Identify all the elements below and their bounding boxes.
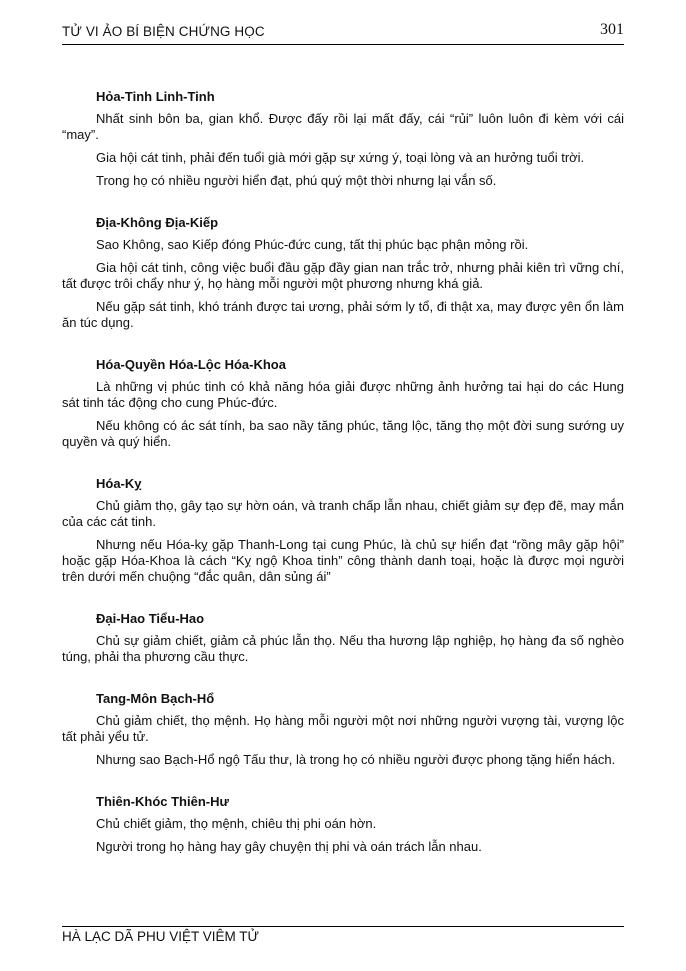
page-number: 301 <box>600 21 624 38</box>
paragraph: Sao Không, sao Kiếp đóng Phúc-đức cung, tất thị phúc bạc phận mỏng rồi. <box>96 237 529 252</box>
page-content <box>62 89 624 881</box>
section-dia-khong-dia-kiep <box>62 215 624 331</box>
paragraph: Chủ chiết giảm, thọ mệnh, chiêu thị phi oán hờn. <box>96 816 377 831</box>
section-hoa-quyen-hoa-loc-hoa-khoa <box>62 357 624 450</box>
paragraph: Trong họ có nhiều người hiển đạt, phú quý một thời nhưng lại vắn số. <box>96 173 497 188</box>
paragraph: Chủ giảm thọ, gây tạo sự hờn oán, và tranh chấp lẫn nhau, chiết giảm sự đẹp đẽ, may mắn của các cát tinh. <box>62 498 624 529</box>
section-title: Hỏa-Tinh Linh-Tinh <box>96 89 215 104</box>
paragraph: Gia hội cát tinh, công việc buổi đầu gặp đầy gian nan trắc trở, nhưng phải kiên trì vững chí, tất được trôi chẩy như ý, họ hàng mỗi người một phương nhưng khá giả. <box>62 260 624 291</box>
paragraph: Nhất sinh bôn ba, gian khổ. Được đấy rồi lại mất đấy, cái “rủi” luôn luôn đi kèm với cái “may”. <box>62 111 624 142</box>
section-hoa-tinh-linh-tinh <box>62 89 624 189</box>
section-title: Hóa-Quyền Hóa-Lộc Hóa-Khoa <box>96 357 286 372</box>
section-tang-mon-bach-ho <box>62 691 624 768</box>
section-dai-hao-tieu-hao <box>62 611 624 665</box>
paragraph: Người trong họ hàng hay gây chuyện thị phi và oán trách lẫn nhau. <box>96 839 482 854</box>
paragraph: Nếu gặp sát tinh, khó tránh được tai ương, phải sớm ly tổ, đi thật xa, may được yên ổn làm ăn túc dụng. <box>62 299 624 330</box>
paragraph: Là những vị phúc tinh có khả năng hóa giải được những ảnh hưởng tai hại do các Hung sát tinh tác động cho cung Phúc-đức. <box>62 379 624 410</box>
paragraph: Nếu không có ác sát tính, ba sao nầy tăng phúc, tăng lộc, tăng thọ một đời sung sướng uy quyền và quý hiển. <box>62 418 624 449</box>
page-footer <box>62 926 624 944</box>
page-header <box>62 22 624 45</box>
paragraph: Gia hội cát tinh, phải đến tuổi già mới gặp sự xứng ý, toại lòng và an hưởng tuổi trời. <box>96 150 585 165</box>
section-thien-khoc-thien-hu <box>62 794 624 855</box>
section-title: Hóa-Kỵ <box>96 476 142 491</box>
paragraph: Nhưng nếu Hóa-kỵ gặp Thanh-Long tại cung Phúc, là chủ sự hiển đạt “rồng mây gặp hội” hoặc gặp Hóa-Khoa là cách “Kỵ ngộ Khoa tinh” công thành danh toại, hoặc là được mọi người trên dưới mến chuộng “đắc quân, dân sủng ái” <box>62 537 624 584</box>
paragraph: Chủ sự giảm chiết, giảm cả phúc lẫn thọ. Nếu tha hương lập nghiệp, họ hàng đa số nghèo túng, phải tha phương cầu thực. <box>62 633 624 664</box>
section-title: Địa-Không Địa-Kiếp <box>96 215 219 230</box>
header-title: TỬ VI ẢO BÍ BIỆN CHỨNG HỌC <box>62 24 265 39</box>
section-title: Tang-Môn Bạch-Hổ <box>96 691 215 706</box>
paragraph: Nhưng sao Bạch-Hổ ngộ Tấu thư, là trong họ có nhiều người được phong tặng hiển hách. <box>96 752 616 767</box>
section-hoa-ky <box>62 476 624 585</box>
footer-text: HÀ LẠC DÃ PHU VIỆT VIÊM TỬ <box>62 929 260 944</box>
section-title: Thiên-Khóc Thiên-Hư <box>96 794 229 809</box>
paragraph: Chủ giảm chiết, thọ mệnh. Họ hàng mỗi người một nơi những người vượng tài, vượng lộc tất phải yểu tử. <box>62 713 624 744</box>
section-title: Đại-Hao Tiểu-Hao <box>96 611 205 626</box>
